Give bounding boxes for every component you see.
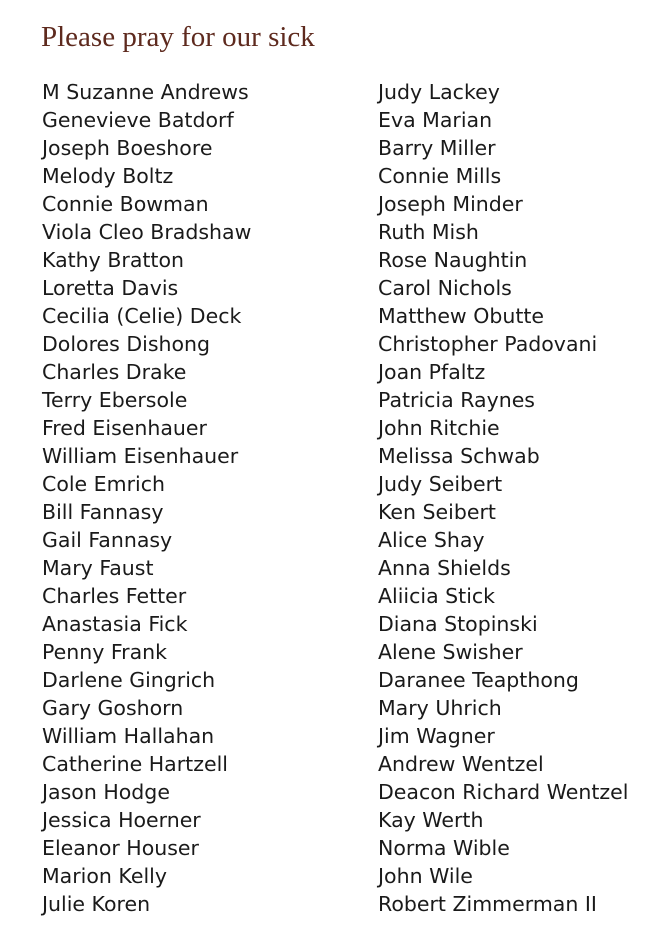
name-list-item: Fred Eisenhauer [42, 416, 207, 440]
name-list-item: Ruth Mish [378, 220, 479, 244]
name-list-item: John Ritchie [378, 416, 500, 440]
name-list-item: Joan Pfaltz [378, 360, 486, 384]
name-list-item: Mary Uhrich [378, 696, 502, 720]
name-list-item: Norma Wible [378, 836, 510, 860]
page-title: Please pray for our sick [41, 21, 315, 53]
name-list-item: Dolores Dishong [42, 332, 211, 356]
name-list-item: Charles Drake [42, 360, 187, 384]
name-list-item: Gail Fannasy [42, 528, 173, 552]
name-list-item: Kay Werth [378, 808, 484, 832]
name-list-item: Bill Fannasy [42, 500, 164, 524]
name-list-item: Andrew Wentzel [378, 752, 544, 776]
name-list-item: Joseph Minder [378, 192, 523, 216]
name-list-item: Ken Seibert [378, 500, 496, 524]
name-list-item: Charles Fetter [42, 584, 187, 608]
name-list-item: Christopher Padovani [378, 332, 598, 356]
name-list-item: Terry Ebersole [42, 388, 188, 412]
name-list-item: Joseph Boeshore [42, 136, 213, 160]
name-list-item: Eleanor Houser [42, 836, 199, 860]
name-list-item: Viola Cleo Bradshaw [42, 220, 252, 244]
name-list-item: Anna Shields [378, 556, 511, 580]
name-list-item: Jim Wagner [378, 724, 495, 748]
name-list-item: Alene Swisher [378, 640, 523, 664]
name-list-item: Carol Nichols [378, 276, 512, 300]
name-list-item: Genevieve Batdorf [42, 108, 234, 132]
name-list-item: Cole Emrich [42, 472, 165, 496]
name-list-item: Penny Frank [42, 640, 168, 664]
name-list-item: Melody Boltz [42, 164, 174, 188]
name-list-item: Connie Mills [378, 164, 502, 188]
name-list-item: Marion Kelly [42, 864, 167, 888]
name-list-item: Daranee Teapthong [378, 668, 579, 692]
name-list-item: Robert Zimmerman II [378, 892, 597, 916]
name-list-item: Judy Seibert [378, 472, 503, 496]
name-list-item: Eva Marian [378, 108, 493, 132]
name-list-item: William Eisenhauer [42, 444, 239, 468]
name-list-item: Patricia Raynes [378, 388, 535, 412]
name-list-item: Kathy Bratton [42, 248, 184, 272]
name-list-item: Aliicia Stick [378, 584, 496, 608]
name-list-item: Diana Stopinski [378, 612, 538, 636]
name-list-item: John Wile [378, 864, 473, 888]
name-list-item: Julie Koren [42, 892, 151, 916]
name-list-item: Gary Goshorn [42, 696, 184, 720]
name-list-item: Rose Naughtin [378, 248, 528, 272]
name-list-item: M Suzanne Andrews [42, 80, 249, 104]
names-column-right [378, 78, 628, 918]
name-list-item: Catherine Hartzell [42, 752, 228, 776]
name-list-item: Judy Lackey [378, 80, 500, 104]
name-list-item: Matthew Obutte [378, 304, 545, 328]
name-list-item: Jason Hodge [42, 780, 170, 804]
name-list-item: Alice Shay [378, 528, 485, 552]
name-list-item: Anastasia Fick [42, 612, 188, 636]
name-list-item: Connie Bowman [42, 192, 209, 216]
name-list-item: Darlene Gingrich [42, 668, 216, 692]
name-list-item: Melissa Schwab [378, 444, 540, 468]
name-list-item: William Hallahan [42, 724, 215, 748]
names-column-left [42, 78, 251, 918]
name-list-item: Loretta Davis [42, 276, 179, 300]
name-list-item: Barry Miller [378, 136, 496, 160]
name-list-item: Deacon Richard Wentzel [378, 780, 629, 804]
name-list-item: Jessica Hoerner [42, 808, 201, 832]
name-list-item: Cecilia (Celie) Deck [42, 304, 242, 328]
name-list-item: Mary Faust [42, 556, 154, 580]
